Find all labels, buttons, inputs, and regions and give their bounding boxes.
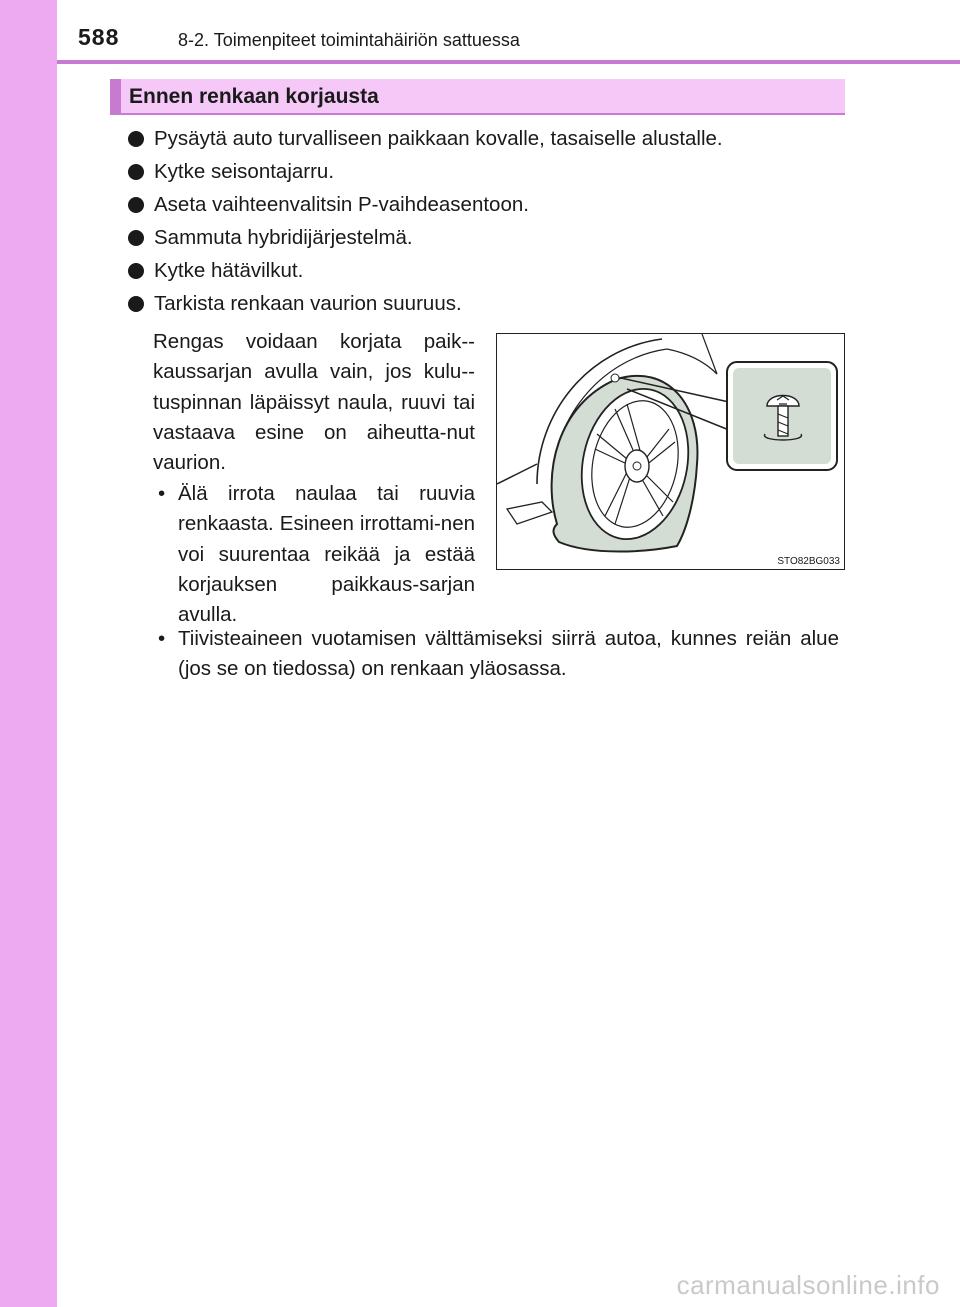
sub-bullet-text: Älä irrota naulaa tai ruuvia renkaasta. Esineen irrottami-nen voi suurentaa reikää ja estää korjauksen paikkaus-sarjan avulla. — [178, 482, 475, 627]
flat-tire-figure — [496, 333, 845, 570]
flat-tire-with-screw-icon — [497, 334, 844, 569]
sub-bullet-item — [153, 479, 475, 630]
bullet-item — [128, 287, 848, 320]
watermark: carmanualsonline.info — [676, 1270, 940, 1300]
bullet-dot-icon — [128, 230, 144, 246]
section-title: 8-2. Toimenpiteet toimintahäiriön sattuessa — [178, 30, 520, 50]
sub-bullet-text: Tiivisteaineen vuotamisen välttämiseksi siirrä autoa, kunnes reiän alue (jos se on tiedossa) on renkaan yläosassa. — [178, 627, 839, 681]
bullet-dot-icon — [128, 164, 144, 180]
bullet-dot-icon — [128, 263, 144, 279]
figure-code: STO82BG033 — [777, 556, 840, 567]
subheading-box — [110, 79, 845, 115]
bullet-item — [128, 221, 848, 254]
bullet-item — [128, 254, 848, 287]
sub-bullet-list-wide — [153, 624, 839, 685]
subheading-text: Ennen renkaan korjausta — [129, 85, 379, 108]
sub-bullet-list — [153, 479, 475, 630]
page-number: 588 — [78, 24, 120, 50]
bullet-text: Tarkista renkaan vaurion suuruus. — [154, 292, 462, 315]
bullet-dot-icon — [128, 296, 144, 312]
bullet-text: Sammuta hybridijärjestelmä. — [154, 226, 413, 249]
bullet-dot-icon — [128, 131, 144, 147]
bullet-item — [128, 155, 848, 188]
bullet-item — [128, 122, 848, 155]
bullet-text: Pysäytä auto turvalliseen paikkaan kovalle, tasaiselle alustalle. — [154, 127, 723, 150]
bullet-text: Aseta vaihteenvalitsin P-vaihdeasentoon. — [154, 193, 529, 216]
damage-paragraph: Rengas voidaan korjata paik-kaussarjan avulla vain, jos kulu-tuspinnan läpäissyt naula, ruuvi tai vastaava esine on aiheutta-nut vaurion. — [153, 330, 475, 475]
bullet-list — [128, 122, 848, 320]
sub-bullet-item — [153, 624, 839, 685]
header-rule — [57, 60, 960, 64]
left-color-band — [0, 0, 57, 1307]
sub-bullet-mark: • — [158, 627, 166, 650]
bullet-dot-icon — [128, 197, 144, 213]
bullet-text: Kytke hätävilkut. — [154, 259, 304, 282]
bullet-text: Kytke seisontajarru. — [154, 160, 335, 183]
sub-bullet-mark: • — [158, 482, 166, 505]
bullet-item — [128, 188, 848, 221]
